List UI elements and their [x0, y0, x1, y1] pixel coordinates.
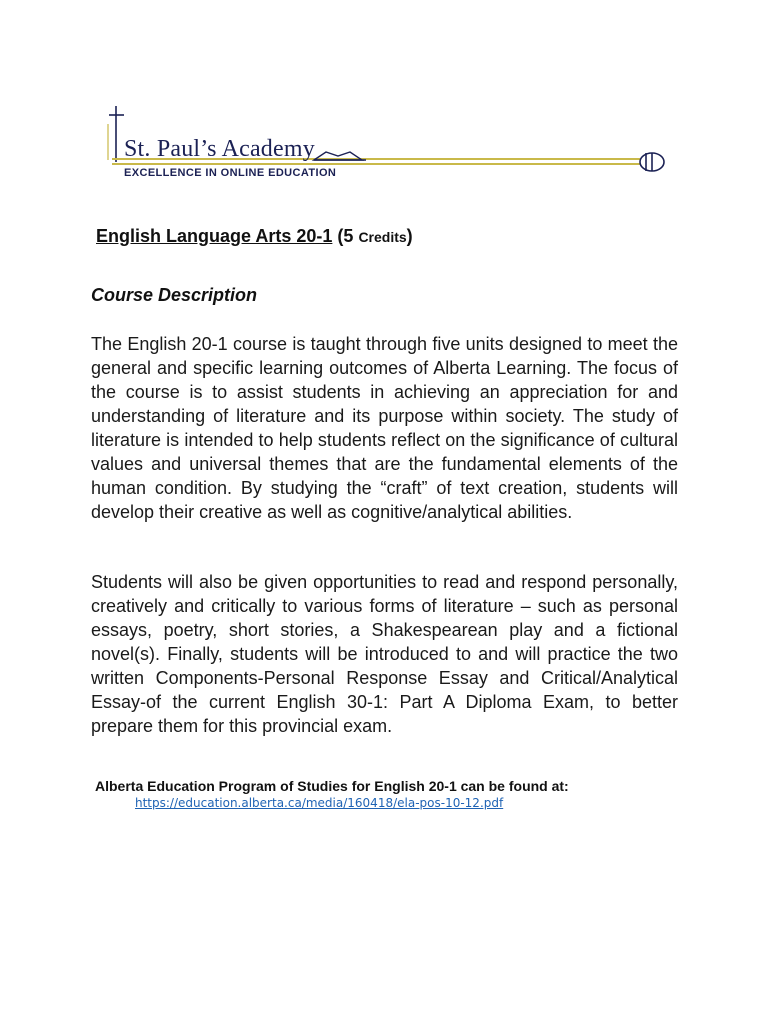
program-of-studies-link[interactable]: https://education.alberta.ca/media/160418/ela-pos-10-12.pdf	[135, 796, 504, 810]
description-paragraph-2: Students will also be given opportunities to read and respond personally, creatively and critically to various forms of literature – such as personal essays, poetry, short stories, a Shakespearean play and a fictional novel(s). Finally, students will be introduced to and will practice the two written Components-Personal Response Essay and Critical/Analytical Essay-of the current English 30-1: Part A Diploma Exam, to better prepare them for this provincial exam.	[91, 572, 678, 736]
logo-name: St. Paul’s Academy	[124, 136, 315, 162]
logo-tagline: EXCELLENCE IN ONLINE EDUCATION	[124, 167, 337, 179]
course-description-heading: Course Description	[91, 285, 258, 305]
description-paragraph-1: The English 20-1 course is taught through five units designed to meet the general and specific learning outcomes of Alberta Learning. The focus of the course is to assist students in achieving an appreciation for and understanding of literature and its purpose within society. The study of literature is intended to help students reflect on the significance of cultural values and universal themes that are the fundamental elements of the human condition. By studying the “craft” of text creation, students will develop their creative as well as cognitive/analytical abilities.	[91, 334, 678, 522]
credits-close: )	[406, 226, 413, 246]
credits-open: (5	[337, 226, 354, 246]
course-name: English Language Arts 20-1	[96, 226, 333, 246]
academy-logo	[100, 104, 680, 186]
credits-word: Credits	[358, 229, 407, 245]
program-of-studies-label: Alberta Education Program of Studies for English 20-1 can be found at:	[95, 778, 569, 794]
course-title	[96, 226, 413, 247]
